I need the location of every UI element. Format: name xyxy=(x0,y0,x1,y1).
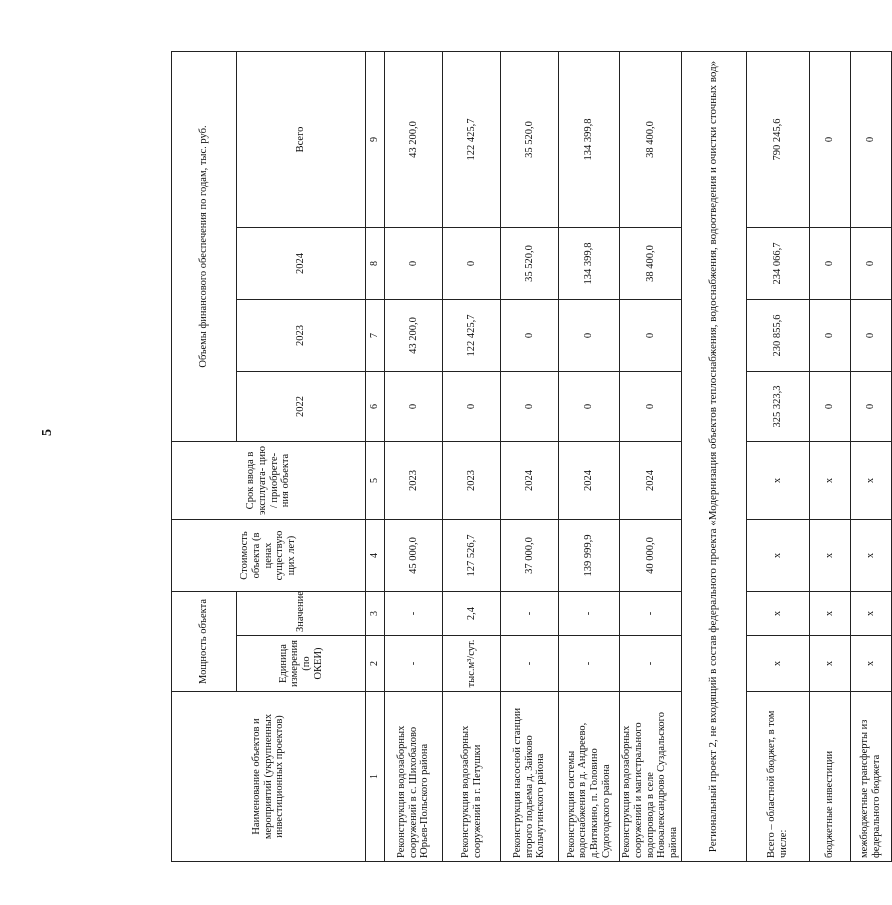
year-cell: 2024 xyxy=(559,442,620,520)
header-2022: 2022 xyxy=(237,372,366,442)
cost-cell: х xyxy=(809,520,850,592)
table-row xyxy=(443,52,501,862)
column-number-row xyxy=(366,52,385,862)
header-row-1 xyxy=(172,52,237,862)
value-cell: 2,4 xyxy=(443,592,501,636)
cost-cell: х xyxy=(850,520,891,592)
year-cell: х xyxy=(850,442,891,520)
value-cell: - xyxy=(501,592,559,636)
object-name: Реконструкция водозаборных сооружений в с. Шихобалово Юрьев-Польского района xyxy=(385,692,443,862)
amount-2022: 0 xyxy=(385,372,443,442)
amount-2024: 35 520,0 xyxy=(501,228,559,300)
amount-total: 38 400,0 xyxy=(620,52,682,228)
amount-total: 122 425,7 xyxy=(443,52,501,228)
cost-cell: х xyxy=(746,520,809,592)
summary-row-transfers xyxy=(850,52,891,862)
value-cell: - xyxy=(559,592,620,636)
amount-2023: 0 xyxy=(850,300,891,372)
cost-cell: 127 526,7 xyxy=(443,520,501,592)
amount-total: 790 245,6 xyxy=(746,52,809,228)
year-cell: х xyxy=(746,442,809,520)
summary-name: бюджетные инвестиции xyxy=(809,692,850,862)
unit-cell: - xyxy=(385,636,443,692)
table-row xyxy=(501,52,559,862)
cost-cell: 45 000,0 xyxy=(385,520,443,592)
header-commissioning: Срок ввода в эксплуата- цию / приобрете- ния объекта xyxy=(172,442,366,520)
amount-2023: 230 855,6 xyxy=(746,300,809,372)
header-unit: Единица измерения (по ОКЕИ) xyxy=(237,636,366,692)
header-value: Значение xyxy=(237,592,366,636)
page-number: 5 xyxy=(40,429,55,436)
value-cell: - xyxy=(620,592,682,636)
column-number: 5 xyxy=(366,442,385,520)
amount-2022: 0 xyxy=(443,372,501,442)
amount-2024: 0 xyxy=(443,228,501,300)
amount-2022: 0 xyxy=(501,372,559,442)
table-row xyxy=(559,52,620,862)
financing-table xyxy=(171,51,892,862)
table-row xyxy=(385,52,443,862)
unit-cell: - xyxy=(620,636,682,692)
object-name: Реконструкция насосной станции второго подъема д. Зайково Кольчугинского района xyxy=(501,692,559,862)
year-cell: 2023 xyxy=(385,442,443,520)
year-cell: х xyxy=(809,442,850,520)
object-name: Реконструкция водозаборных сооружений в г. Петушки xyxy=(443,692,501,862)
amount-total: 35 520,0 xyxy=(501,52,559,228)
summary-row-total xyxy=(746,52,809,862)
column-number: 4 xyxy=(366,520,385,592)
amount-2023: 0 xyxy=(559,300,620,372)
amount-total: 134 399,8 xyxy=(559,52,620,228)
amount-2024: 0 xyxy=(850,228,891,300)
summary-name: Всего – областной бюджет, в том числе: xyxy=(746,692,809,862)
section-title: Региональный проект 2, не входящий в состав федерального проекта «Модернизация объектов теплоснабжения, водоснабжения, водоотведения и очистки сточных вод» xyxy=(681,52,746,862)
unit-cell: х xyxy=(809,636,850,692)
header-capacity: Мощность объекта xyxy=(172,592,237,692)
unit-cell: тыс.м³/сут. xyxy=(443,636,501,692)
header-cost: Стоимость объекта (в ценах существую щих лет) xyxy=(172,520,366,592)
summary-row-investments xyxy=(809,52,850,862)
year-cell: 2023 xyxy=(443,442,501,520)
amount-2023: 43 200,0 xyxy=(385,300,443,372)
value-cell: х xyxy=(746,592,809,636)
value-cell: х xyxy=(850,592,891,636)
header-name: Наименование объектов и мероприятий (укрупненных инвестиционных проектов) xyxy=(172,692,366,862)
unit-cell: х xyxy=(746,636,809,692)
amount-2022: 325 323,3 xyxy=(746,372,809,442)
amount-2022: 0 xyxy=(850,372,891,442)
column-number: 2 xyxy=(366,636,385,692)
amount-total: 0 xyxy=(850,52,891,228)
amount-2024: 0 xyxy=(385,228,443,300)
amount-2022: 0 xyxy=(809,372,850,442)
column-number: 3 xyxy=(366,592,385,636)
column-number: 7 xyxy=(366,300,385,372)
amount-total: 0 xyxy=(809,52,850,228)
section-row xyxy=(681,52,746,862)
amount-2024: 134 399,8 xyxy=(559,228,620,300)
value-cell: - xyxy=(385,592,443,636)
amount-total: 43 200,0 xyxy=(385,52,443,228)
amount-2024: 38 400,0 xyxy=(620,228,682,300)
amount-2022: 0 xyxy=(559,372,620,442)
amount-2023: 122 425,7 xyxy=(443,300,501,372)
cost-cell: 139 999,9 xyxy=(559,520,620,592)
unit-cell: - xyxy=(501,636,559,692)
cost-cell: 40 000,0 xyxy=(620,520,682,592)
amount-2024: 234 066,7 xyxy=(746,228,809,300)
object-name: Реконструкция водозаборных сооружений и магистрального водопровода в селе Новоалександрово Суздальского района xyxy=(620,692,682,862)
value-cell: х xyxy=(809,592,850,636)
unit-cell: - xyxy=(559,636,620,692)
object-name: Реконструкция системы водоснабжения в д. Андреево, д.Витякино, п. Головино Судогодского района xyxy=(559,692,620,862)
year-cell: 2024 xyxy=(620,442,682,520)
column-number: 9 xyxy=(366,52,385,228)
summary-name: межбюджетные трансферты из федерального бюджета xyxy=(850,692,891,862)
column-number: 1 xyxy=(366,692,385,862)
header-2024: 2024 xyxy=(237,228,366,300)
header-financing: Объемы финансового обеспечения по годам, тыс. руб. xyxy=(172,52,237,442)
amount-2023: 0 xyxy=(809,300,850,372)
amount-2022: 0 xyxy=(620,372,682,442)
rotated-table-container xyxy=(171,52,882,862)
cost-cell: 37 000,0 xyxy=(501,520,559,592)
column-number: 8 xyxy=(366,228,385,300)
amount-2023: 0 xyxy=(620,300,682,372)
amount-2024: 0 xyxy=(809,228,850,300)
header-2023: 2023 xyxy=(237,300,366,372)
year-cell: 2024 xyxy=(501,442,559,520)
table-row xyxy=(620,52,682,862)
amount-2023: 0 xyxy=(501,300,559,372)
column-number: 6 xyxy=(366,372,385,442)
header-total: Всего xyxy=(237,52,366,228)
unit-cell: х xyxy=(850,636,891,692)
